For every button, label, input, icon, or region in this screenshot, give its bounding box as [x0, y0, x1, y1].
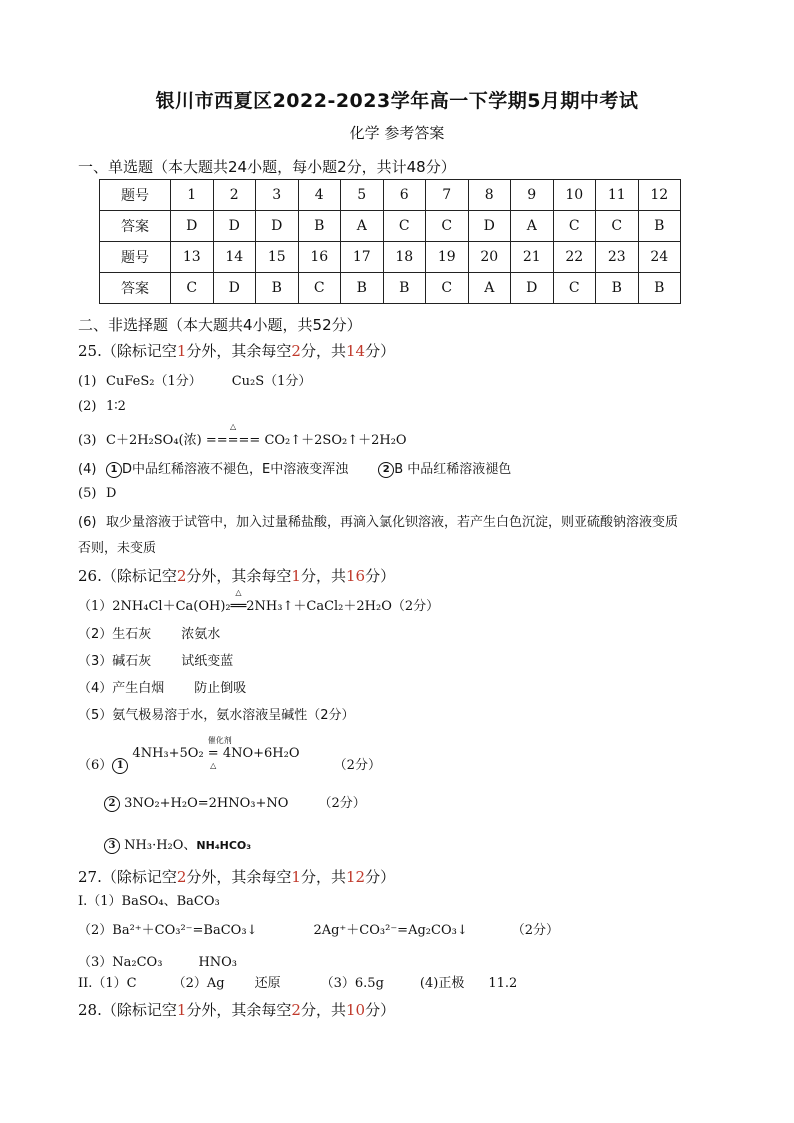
- q25-answer-3: [78, 422, 407, 448]
- table-cell: 18: [383, 242, 426, 273]
- equation-left: C＋2H₂SO₄(浓): [106, 433, 202, 448]
- table-cell: C: [553, 273, 596, 304]
- points-note: （2分）: [333, 758, 381, 773]
- equation-left: （1）2NH₄Cl＋Ca(OH)₂: [78, 599, 231, 614]
- table-cell: 16: [298, 242, 341, 273]
- q28-heading-text: 28.（除标记空: [78, 1001, 177, 1019]
- q25-answer-2: [78, 399, 126, 414]
- table-cell: D: [256, 211, 299, 242]
- table-cell: C: [171, 273, 214, 304]
- table-cell: C: [383, 211, 426, 242]
- answer-text: NH₃·H₂O、: [124, 838, 197, 853]
- circled-number: 2: [378, 462, 394, 478]
- q26-answer-3: [78, 650, 233, 669]
- q27-heading-text: 分外，其余每空: [186, 868, 292, 886]
- circled-number: 1: [106, 462, 122, 478]
- table-cell: 1: [171, 180, 214, 211]
- equation-right: CO₂↑＋2SO₂↑＋2H₂O: [264, 433, 407, 448]
- table-cell: C: [426, 273, 469, 304]
- points-note: （2分）: [511, 923, 559, 938]
- table-cell: 24: [638, 242, 681, 273]
- table-cell: C: [596, 211, 639, 242]
- table-row: [100, 273, 681, 304]
- page-title: 银川市西夏区2022-2023学年高一下学期5月期中考试: [155, 90, 639, 112]
- q27-heading-num: 12: [345, 868, 366, 886]
- q25-heading-text: 分）: [365, 342, 396, 360]
- equation-left: 4NH₃+5O₂: [132, 746, 204, 761]
- table-cell: B: [638, 273, 681, 304]
- table-cell: 22: [553, 242, 596, 273]
- q25-heading-text: 25.（除标记空: [78, 342, 177, 360]
- q26-heading-num: 1: [291, 567, 301, 585]
- table-cell: 23: [596, 242, 639, 273]
- item-number: (1): [78, 374, 97, 389]
- q26-heading-num: 2: [176, 567, 187, 585]
- equation: （2）Ba²⁺＋CO₃²⁻=BaCO₃↓: [78, 923, 258, 938]
- answer-text: 11.2: [488, 976, 518, 991]
- q28-heading-num: 1: [176, 1001, 187, 1019]
- table-cell: A: [468, 273, 511, 304]
- table-cell: 4: [298, 180, 341, 211]
- q26-answer-6-2: [104, 792, 366, 812]
- answer-text: II.（1）C: [78, 976, 137, 991]
- table-cell: 14: [213, 242, 256, 273]
- table-cell: 3: [256, 180, 299, 211]
- q26-heading-text: 分）: [365, 567, 396, 585]
- equals-sign: =: [207, 746, 219, 761]
- condition-catalyst: 催化剂: [207, 736, 232, 745]
- answer-text: HNO₃: [198, 955, 238, 970]
- table-cell: 19: [426, 242, 469, 273]
- q26-answer-6-3: [104, 834, 251, 854]
- q27-answer-3: [78, 951, 237, 970]
- answer-text: 防止倒吸: [194, 681, 247, 696]
- q26-heading-text: 26.（除标记空: [78, 567, 177, 585]
- table-cell: D: [511, 273, 554, 304]
- answer-text: 取少量溶液于试管中，加入过量稀盐酸，再滴入氯化钡溶液，若产生白色沉淀，则亚硫酸钠溶液变质: [106, 515, 679, 530]
- q27-heading-num: 1: [291, 868, 301, 886]
- table-cell: 6: [383, 180, 426, 211]
- q27-answer-4: [78, 972, 517, 991]
- q28-heading-text: 分）: [365, 1001, 396, 1019]
- section-1-heading: 一、单选题（本大题共24小题，每小题2分，共计48分）: [78, 158, 456, 176]
- q25-heading-num: 14: [345, 342, 366, 360]
- table-cell: 11: [596, 180, 639, 211]
- answer-text: D: [106, 486, 117, 501]
- answer-text: CuFeS₂（1分）: [106, 374, 202, 389]
- q25-answer-6-cont: 否则，未变质: [78, 541, 157, 556]
- answer-text: 1∶2: [106, 399, 126, 414]
- q27-heading-text: 27.（除标记空: [78, 868, 177, 886]
- section-2-heading: 二、非选择题（本大题共4小题，共52分）: [78, 316, 362, 334]
- answer-text: （3）碱石灰: [78, 654, 152, 669]
- reaction-arrow: △ ══: [230, 588, 247, 614]
- table-cell: B: [596, 273, 639, 304]
- table-cell: D: [213, 273, 256, 304]
- condition-heat: △: [210, 761, 217, 770]
- q28-heading-num: 2: [291, 1001, 301, 1019]
- answer-text: （3）Na₂CO₃: [78, 955, 163, 970]
- q26-answer-1: [78, 588, 440, 614]
- reaction-arrow: [207, 736, 232, 770]
- table-header-cell: 答案: [100, 211, 171, 242]
- table-cell: 15: [256, 242, 299, 273]
- q27-heading-num: 2: [176, 868, 187, 886]
- circled-number: 2: [104, 796, 120, 812]
- answer-text: Cu₂S（1分）: [231, 374, 312, 389]
- q26-answer-6-1: [78, 736, 381, 774]
- item-number: （6）: [78, 758, 113, 773]
- q28-heading-text: 分，共: [300, 1001, 346, 1019]
- q27-heading: [78, 866, 395, 887]
- q25-heading-text: 分外，其余每空: [186, 342, 292, 360]
- table-cell: D: [171, 211, 214, 242]
- answer-text: 浓氨水: [181, 627, 221, 642]
- q25-heading: [78, 340, 395, 361]
- condition-heat: △: [229, 422, 237, 431]
- item-number: (2): [78, 399, 97, 414]
- condition-heat: △: [235, 588, 242, 597]
- table-row: [100, 211, 681, 242]
- answer-text: 试纸变蓝: [181, 654, 234, 669]
- table-cell: C: [426, 211, 469, 242]
- answer-text: NH₄HCO₃: [196, 839, 252, 852]
- answer-text: （3）6.5g: [320, 976, 384, 991]
- q25-answer-6: [78, 511, 678, 530]
- circled-number: 1: [112, 758, 128, 774]
- table-cell: 2: [213, 180, 256, 211]
- table-cell: C: [553, 211, 596, 242]
- table-row: [100, 242, 681, 273]
- page-subtitle: 化学 参考答案: [349, 124, 445, 142]
- points-note: （2分）: [318, 796, 366, 811]
- q28-heading-text: 分外，其余每空: [186, 1001, 292, 1019]
- equation-right: 2NH₃↑＋CaCl₂＋2H₂O（2分）: [246, 599, 440, 614]
- q26-heading-num: 16: [345, 567, 366, 585]
- table-cell: C: [298, 273, 341, 304]
- table-cell: A: [341, 211, 384, 242]
- answer-text: （2）Ag: [172, 976, 225, 991]
- q27-heading-text: 分，共: [300, 868, 346, 886]
- answer-text: (4)正极: [419, 976, 465, 991]
- table-cell: 9: [511, 180, 554, 211]
- q26-heading: [78, 565, 395, 586]
- q25-answer-1: [78, 370, 311, 389]
- answer-table: [99, 179, 681, 304]
- q26-answer-2: [78, 623, 220, 642]
- circled-number: 3: [104, 838, 120, 854]
- equation-right: 4NO+6H₂O: [222, 746, 300, 761]
- table-cell: 7: [426, 180, 469, 211]
- answer-text: （4）产生白烟: [78, 681, 165, 696]
- q25-answer-5: [78, 486, 116, 501]
- table-cell: B: [341, 273, 384, 304]
- table-header-cell: 题号: [100, 180, 171, 211]
- table-cell: B: [256, 273, 299, 304]
- table-cell: 13: [171, 242, 214, 273]
- table-cell: 21: [511, 242, 554, 273]
- q25-heading-text: 分，共: [300, 342, 346, 360]
- q27-heading-text: 分）: [365, 868, 396, 886]
- q26-heading-text: 分，共: [300, 567, 346, 585]
- q26-answer-5: （5）氨气极易溶于水，氨水溶液呈碱性（2分）: [78, 708, 355, 723]
- table-header-cell: 题号: [100, 242, 171, 273]
- q25-heading-num: 2: [291, 342, 301, 360]
- table-row: [100, 180, 681, 211]
- item-number: (3): [78, 433, 97, 448]
- table-cell: 10: [553, 180, 596, 211]
- table-cell: A: [511, 211, 554, 242]
- equation: 3NO₂+H₂O=2HNO₃+NO: [124, 796, 289, 811]
- table-cell: B: [383, 273, 426, 304]
- answer-text: B 中品红稀溶液褪色: [394, 462, 512, 477]
- item-number: (6): [78, 515, 97, 530]
- table-cell: B: [638, 211, 681, 242]
- equation: 2Ag⁺＋CO₃²⁻=Ag₂CO₃↓: [313, 923, 468, 938]
- item-number: (5): [78, 486, 97, 501]
- item-number: (4): [78, 462, 97, 477]
- table-cell: 20: [468, 242, 511, 273]
- q27-answer-1: I.（1）BaSO₄、BaCO₃: [78, 894, 220, 909]
- reaction-arrow: [205, 422, 261, 448]
- answer-text: 还原: [254, 976, 281, 991]
- equals-sign: =====: [205, 433, 261, 448]
- table-cell: 5: [341, 180, 384, 211]
- q26-heading-text: 分外，其余每空: [186, 567, 292, 585]
- q25-heading-num: 1: [176, 342, 187, 360]
- table-cell: 12: [638, 180, 681, 211]
- answer-text: （2）生石灰: [78, 627, 152, 642]
- q28-heading-num: 10: [345, 1001, 366, 1019]
- q28-heading: [78, 999, 395, 1020]
- answer-text: D中品红稀溶液不褪色，E中溶液变浑浊: [122, 462, 349, 477]
- q26-answer-4: [78, 677, 246, 696]
- table-cell: B: [298, 211, 341, 242]
- table-cell: D: [468, 211, 511, 242]
- table-header-cell: 答案: [100, 273, 171, 304]
- table-cell: 8: [468, 180, 511, 211]
- q27-answer-2: [78, 919, 559, 938]
- table-cell: D: [213, 211, 256, 242]
- q25-answer-4: [78, 458, 511, 478]
- table-cell: 17: [341, 242, 384, 273]
